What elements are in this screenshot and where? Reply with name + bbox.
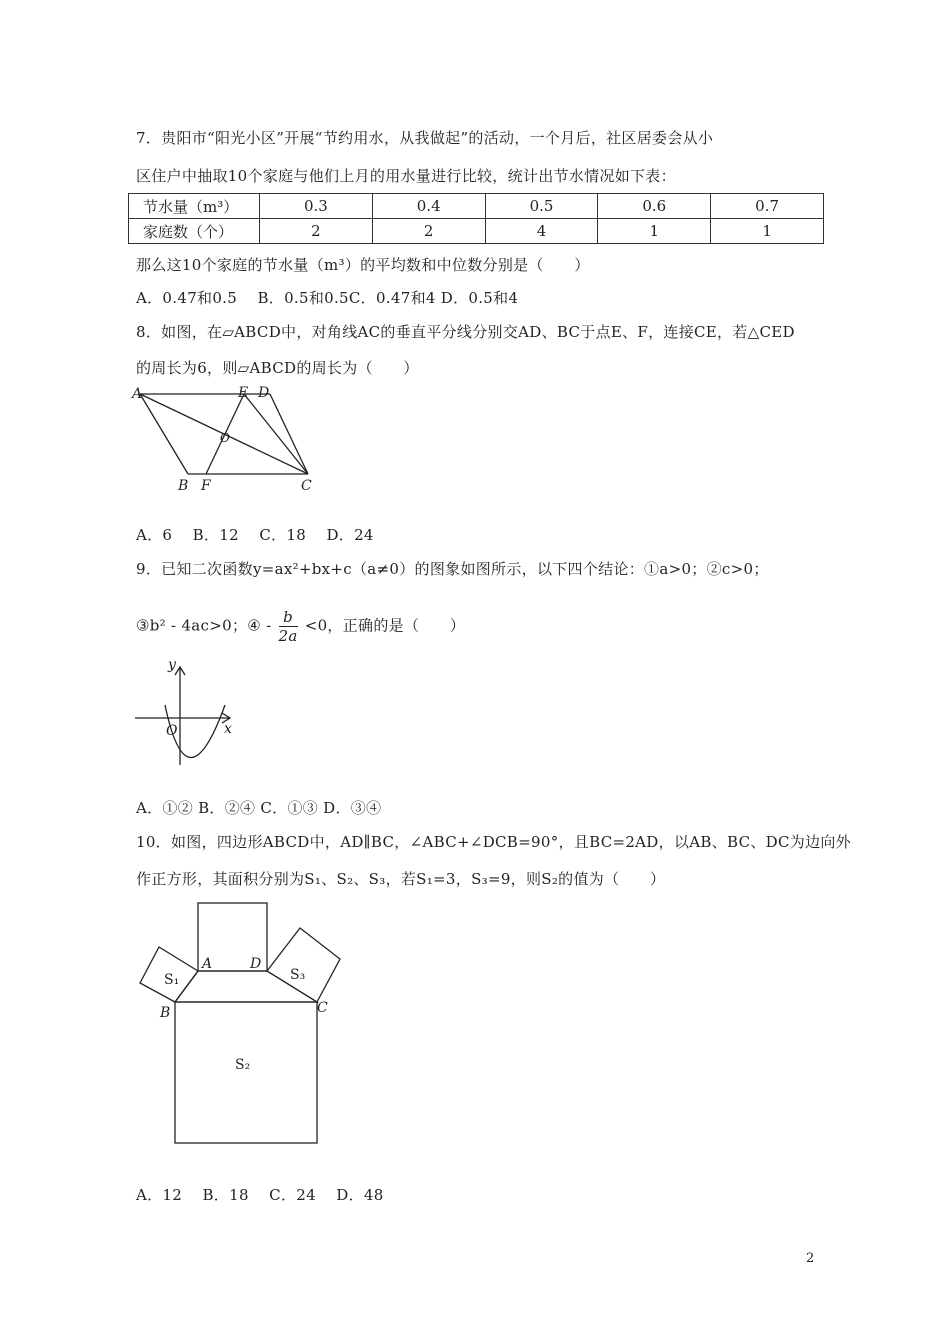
table-cell: 家庭数（个） xyxy=(129,219,260,244)
q9-options: A．①② B．②④ C．①③ D．③④ xyxy=(136,799,382,817)
table-cell: 1 xyxy=(711,219,824,244)
label-c: C xyxy=(301,478,312,494)
q9-text-line1: 9．已知二次函数y=ax²+bx+c（a≠0）的图象如图所示，以下四个结论：①a>0；②c>0； xyxy=(136,560,769,578)
label-a: A xyxy=(132,386,143,402)
label-d: D xyxy=(258,385,270,401)
q10-text-line2: 作正方形，其面积分别为S₁、S₂、S₃，若S₁=3，S₃=9，则S₂的值为（ ） xyxy=(136,870,666,888)
table-cell: 0.4 xyxy=(372,194,485,219)
table-cell: 1 xyxy=(598,219,711,244)
q7-text-line1: 7．贵阳市“阳光小区”开展“节约用水，从我做起”的活动，一个月后，社区居委会从小 xyxy=(136,129,714,147)
parabola-graph xyxy=(130,655,250,770)
table-cell: 节水量（m³） xyxy=(129,194,260,219)
table-cell: 0.3 xyxy=(260,194,373,219)
label-d: D xyxy=(250,956,262,972)
label-origin: O xyxy=(166,723,178,739)
q10-text-line1: 10．如图，四边形ABCD中，AD∥BC，∠ABC+∠DCB=90°，且BC=2AD，以AB、BC、DC为边向外 xyxy=(136,833,851,851)
label-f: F xyxy=(201,478,211,494)
q9-text-part1: ③b² - 4ac>0；④ - xyxy=(136,616,272,635)
label-b: B xyxy=(160,1005,171,1021)
table-row xyxy=(129,194,824,219)
table-cell: 0.5 xyxy=(485,194,598,219)
q8-text-line1: 8．如图，在▱ABCD中，对角线AC的垂直平分线分别交AD、BC于点E、F，连接CE，若△CED xyxy=(136,323,795,341)
q8-options: A．6 B．12 C．18 D．24 xyxy=(136,526,374,544)
label-b: B xyxy=(178,478,189,494)
q10-options: A．12 B．18 C．24 D．48 xyxy=(136,1186,384,1204)
table-cell: 0.7 xyxy=(711,194,824,219)
parallelogram-figure xyxy=(130,382,320,497)
table-cell: 2 xyxy=(372,219,485,244)
q8-text-line2: 的周长为6，则▱ABCD的周长为（ ） xyxy=(136,359,419,377)
fraction-denominator: 2a xyxy=(278,627,298,645)
q7-text-line2: 区住户中抽取10个家庭与他们上月的用水量进行比较，统计出节水情况如下表： xyxy=(136,167,676,185)
label-c: C xyxy=(317,1000,328,1016)
q7-question: 那么这10个家庭的节水量（m³）的平均数和中位数分别是（ ） xyxy=(136,256,590,274)
label-x: x xyxy=(224,721,232,737)
label-s1: S₁ xyxy=(164,972,180,988)
q7-options: A．0.47和0.5 B．0.5和0.5C．0.47和4 D．0.5和4 xyxy=(136,289,519,307)
q9-text-line2 xyxy=(136,608,465,645)
table-cell: 4 xyxy=(485,219,598,244)
label-s3: S₃ xyxy=(290,967,306,983)
label-e: E xyxy=(238,385,249,401)
label-o: O xyxy=(220,431,230,445)
table-row xyxy=(129,219,824,244)
q9-text-part2: <0，正确的是（ ） xyxy=(304,616,466,635)
water-saving-table xyxy=(128,193,824,244)
squares-figure xyxy=(130,895,350,1155)
label-a: A xyxy=(202,956,213,972)
label-s2: S₂ xyxy=(235,1057,251,1073)
table-cell: 2 xyxy=(260,219,373,244)
label-y: y xyxy=(168,657,176,673)
table-cell: 0.6 xyxy=(598,194,711,219)
fraction-numerator: b xyxy=(279,608,298,627)
page-number: 2 xyxy=(806,1251,815,1266)
fraction-b-over-2a xyxy=(279,608,298,645)
